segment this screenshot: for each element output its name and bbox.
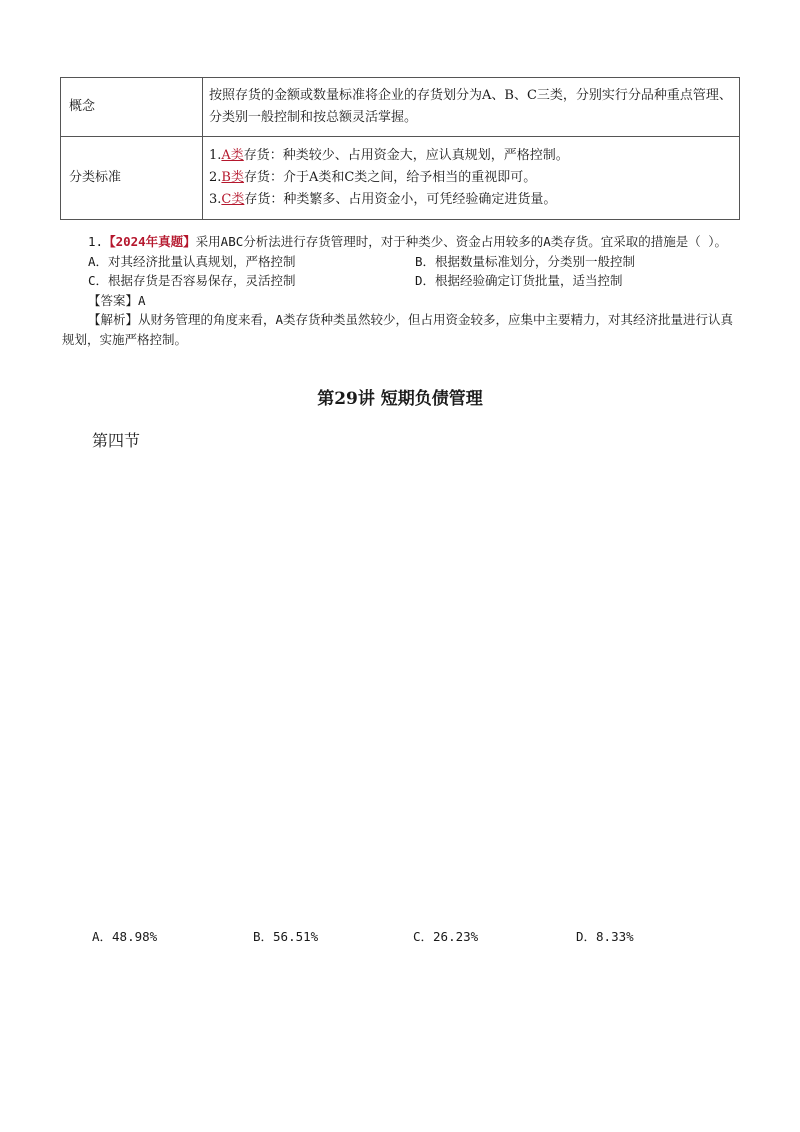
class-c-tag: C类 bbox=[221, 192, 245, 207]
subsection-heading: 第四节 bbox=[92, 431, 141, 450]
class-c-line bbox=[209, 189, 733, 211]
question-text: 采用ABC分析法进行存货管理时，对于种类少、资金占用较多的A类存货。宜采取的措施是（ ）。 bbox=[195, 234, 728, 249]
class-b-prefix: 2. bbox=[209, 170, 222, 185]
option-b: B．根据数量标准划分，分类别一般控制 bbox=[415, 253, 636, 269]
option-a: A．对其经济批量认真规划，严格控制 bbox=[88, 253, 296, 269]
class-b-tag: B类 bbox=[221, 170, 244, 185]
row-content-concept: 按照存货的金额或数量标准将企业的存货划分为A、B、C三类，分别实行分品种重点管理、分类别一般控制和按总额灵活掌握。 bbox=[203, 78, 740, 137]
class-a-prefix: 1. bbox=[209, 148, 222, 163]
question-block bbox=[62, 232, 742, 349]
question-options bbox=[62, 252, 742, 291]
question-number: 1. bbox=[88, 234, 104, 249]
class-a-line bbox=[209, 145, 733, 167]
option-d: D．根据经验确定订货批量，适当控制 bbox=[415, 273, 623, 288]
question-tag: 【2024年真题】 bbox=[103, 234, 196, 249]
class-a-tag: A类 bbox=[221, 148, 244, 163]
class-c-prefix: 3. bbox=[209, 192, 222, 207]
bottom-option-b: B．56.51% bbox=[253, 929, 319, 944]
row-content-standard bbox=[203, 137, 740, 220]
bottom-option-a: A．48.98% bbox=[92, 929, 158, 944]
analysis-text: 从财务管理的角度来看，A类存货种类虽然较少，但占用资金较多，应集中主要精力，对其经济批量进行认真规划，实施严格控制。 bbox=[62, 312, 734, 347]
class-b-text: 存货：介于A类和C类之间，给予相当的重视即可。 bbox=[243, 170, 537, 185]
analysis-label: 【解析】 bbox=[88, 312, 139, 327]
row-label-concept: 概念 bbox=[61, 78, 203, 137]
class-a-text: 存货：种类较少、占用资金大，应认真规划，严格控制。 bbox=[243, 148, 569, 163]
table-row-concept bbox=[61, 78, 740, 137]
class-c-text: 存货：种类繁多、占用资金小，可凭经验确定进货量。 bbox=[244, 192, 557, 207]
answer-value: A bbox=[138, 292, 146, 308]
table-row-standard bbox=[61, 137, 740, 220]
question-stem bbox=[62, 232, 742, 252]
section-title: 第29讲 短期负债管理 bbox=[317, 389, 483, 409]
bottom-option-c: C．26.23% bbox=[413, 929, 479, 944]
analysis-line bbox=[62, 310, 742, 349]
abc-classification-table bbox=[60, 77, 740, 220]
bottom-option-d: D．8.33% bbox=[576, 929, 634, 944]
class-b-line bbox=[209, 167, 733, 189]
answer-label: 【答案】 bbox=[88, 292, 139, 308]
row-label-standard: 分类标准 bbox=[61, 137, 203, 220]
option-c: C．根据存货是否容易保存，灵活控制 bbox=[88, 273, 296, 288]
answer-line bbox=[62, 291, 742, 311]
